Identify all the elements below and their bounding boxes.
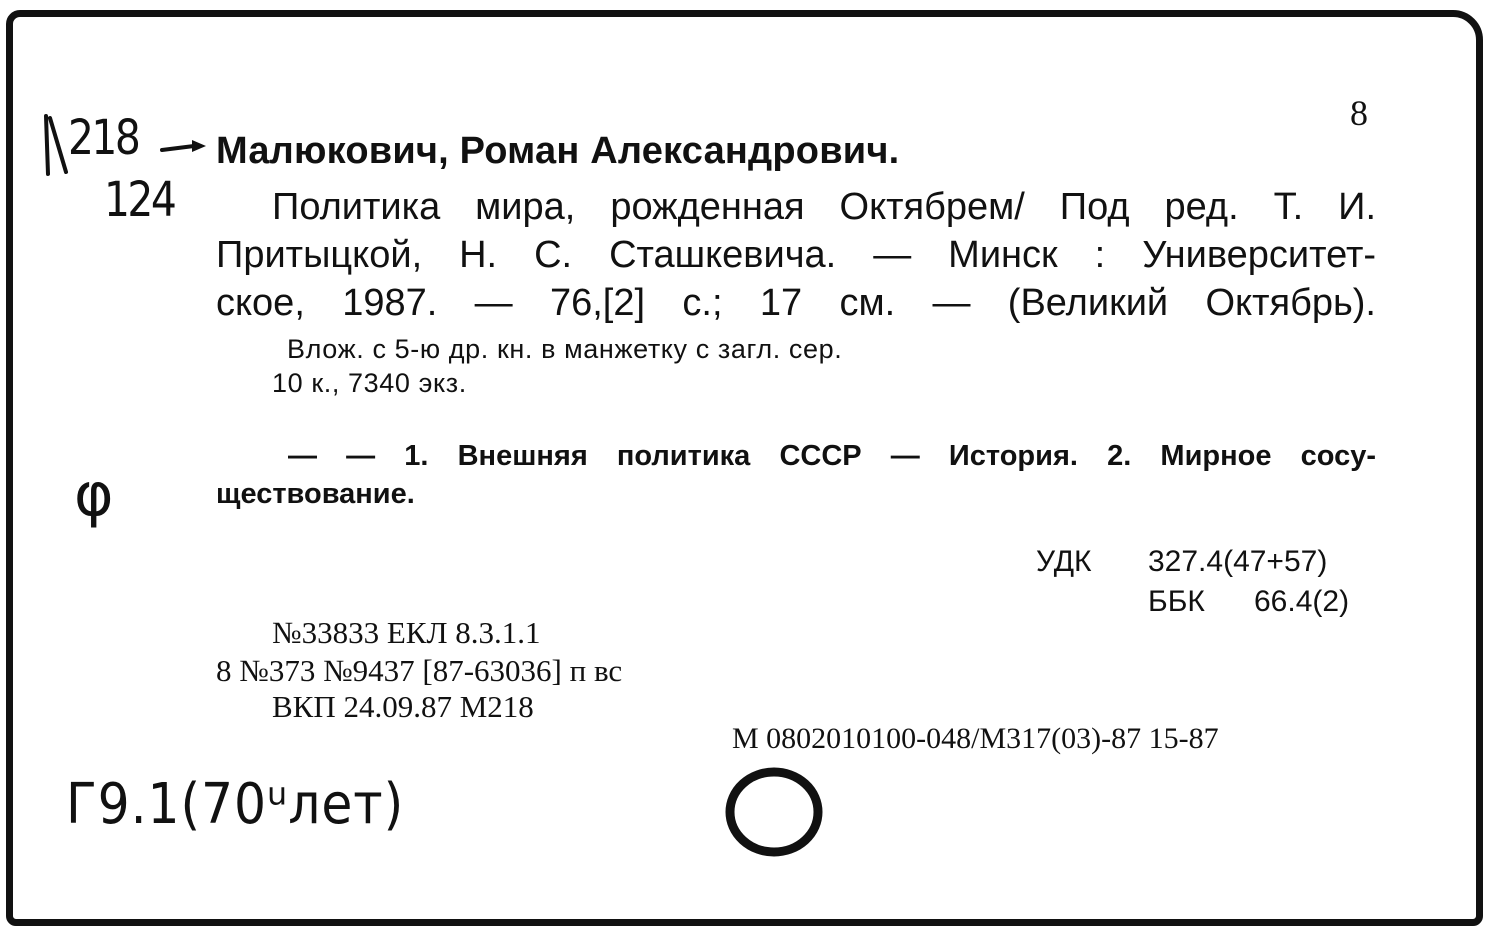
title-block xyxy=(216,183,1376,327)
production-line: 8 №373 №9437 [87-63036] п вс xyxy=(216,653,623,688)
handwritten-arrow-icon xyxy=(160,138,208,158)
title-line: ское, 1987. — 76,[2] с.; 17 см. — (Великий Октябрь). xyxy=(216,282,1376,324)
subject-line: — — 1. Внешняя политика СССР — История. 2. Мирное сосу- xyxy=(288,440,1376,472)
publisher-code: М 0802010100-048/М317(03)-87 15-87 xyxy=(732,722,1219,755)
punch-hole-icon xyxy=(722,764,826,860)
subject-line: ществование. xyxy=(216,478,415,510)
handwritten-symbol: φ xyxy=(74,460,114,530)
title-line: Притыцкой, Н. С. Сташкевича. — Минск : Университет- xyxy=(216,234,1376,276)
udk-value: 327.4(47+57) xyxy=(1148,545,1328,578)
production-line: ВКП 24.09.87 М218 xyxy=(272,689,534,724)
bbk-label: ББК xyxy=(1148,585,1205,618)
note-line: 10 к., 7340 экз. xyxy=(272,368,467,398)
udk-label: УДК xyxy=(1036,545,1092,578)
card-number: 8 xyxy=(1350,93,1368,133)
bbk-value: 66.4(2) xyxy=(1254,585,1350,618)
handwritten-call-number-2: 124 xyxy=(104,172,175,228)
handwritten-shelf-mark: Г9.1(70ᵘлет) xyxy=(66,772,405,837)
title-line: Политика мира, рожденная Октябрем/ Под ред. Т. И. xyxy=(272,186,1376,228)
subject-headings xyxy=(216,437,1376,513)
handwritten-call-number-1: 218 xyxy=(68,110,139,166)
note-line: Влож. с 5-ю др. кн. в манжетку с загл. сер. xyxy=(287,334,843,364)
author-heading: Малюкович, Роман Александрович. xyxy=(216,130,900,172)
production-line: №33833 ЕКЛ 8.3.1.1 xyxy=(272,615,541,650)
handwritten-bracket-icon xyxy=(40,112,70,182)
